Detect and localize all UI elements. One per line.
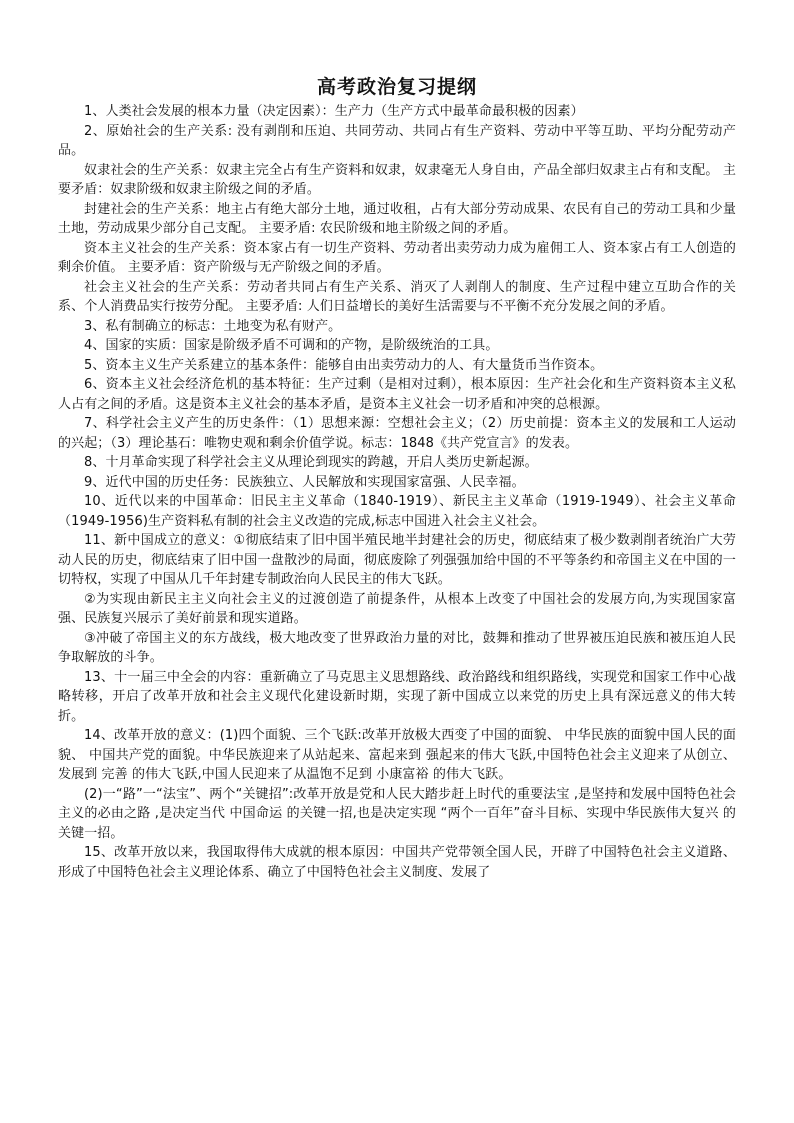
paragraph-11-point-2: ②为实现由新民主主义向社会主义的过渡创造了前提条件，从根本上改变了中国社会的发展方向,为实现国家富强、民族复兴展示了美好前景和现实道路。 <box>58 591 736 626</box>
paragraph-11-point-3: ③冲破了帝国主义的东方战线，极大地改变了世界政治力量的对比，鼓舞和推动了世界被压迫民族和被压迫人民争取解放的斗争。 <box>58 630 736 665</box>
paragraph-feudal-society: 封建社会的生产关系：地主占有绝大部分土地，通过收租，占有大部分劳动成果、农民有自己的劳动工具和少量土地，劳动成果少部分自己支配。 主要矛盾: 农民阶级和地主阶级之间的矛盾。 <box>58 201 736 236</box>
paragraph-7: 7、科学社会主义产生的历史条件：（1）思想来源：空想社会主义；（2）历史前提：资本主义的发展和工人运动的兴起；（3）理论基石：唯物史观和剩余价值学说。标志：1848《共产党宣言》的发表。 <box>58 416 736 451</box>
paragraph-14-point-2: (2)一“路”一“法宝”、两个“关键招”:改革开放是党和人民大踏步赶上时代的重要法宝 ,是坚持和发展中国特色社会主义的必由之路 ,是决定当代 中国命运 的关键一招,也是决定实现 “两个一百年”奋斗目标、实现中华民族伟大复兴 的关键一招。 <box>58 786 736 841</box>
document-title: 高考政治复习提纲 <box>316 76 477 98</box>
paragraph-socialist-society: 社会主义社会的生产关系：劳动者共同占有生产关系、消灭了人剥削人的制度、生产过程中建立互助合作的关系、个人消费品实行按劳分配。 主要矛盾: 人们日益增长的美好生活需要与不平衡不充分发展之间的矛盾。 <box>58 279 736 314</box>
paragraph-11: 11、新中国成立的意义：①彻底结束了旧中国半殖民地半封建社会的历史，彻底结束了极少数剥削者统治广大劳动人民的历史，彻底结束了旧中国一盘散沙的局面，彻底废除了列强强加给中国的不平等条约和帝国主义在中国的一切特权，实现了中国从几千年封建专制政治向人民民主的伟大飞跃。 <box>58 533 736 587</box>
paragraph-10: 10、近代以来的中国革命：旧民主主义革命（1840-1919）、新民主主义革命（1919-1949）、社会主义革命（1949-1956)生产资料私有制的社会主义改造的完成,标志中国进入社会主义社会。 <box>58 494 736 529</box>
paragraph-1: 1、人类社会发展的根本力量（决定因素）：生产力（生产方式中最革命最积极的因素） <box>84 104 584 119</box>
paragraph-6: 6、资本主义社会经济危机的基本特征：生产过剩（是相对过剩），根本原因：生产社会化和生产资料资本主义私人占有之间的矛盾。这是资本主义社会的基本矛盾，是资本主义社会一切矛盾和冲突的总根源。 <box>58 377 736 412</box>
paragraph-2: 2、原始社会的生产关系: 没有剥削和压迫、共同劳动、共同占有生产资料、劳动中平等互助、平均分配劳动产品。 <box>58 123 736 158</box>
paragraph-capitalist-society: 资本主义社会的生产关系：资本家占有一切生产资料、劳动者出卖劳动力成为雇佣工人、资本家占有工人创造的剩余价值。 主要矛盾：资产阶级与无产阶级之间的矛盾。 <box>58 240 736 275</box>
paragraph-9: 9、近代中国的历史任务：民族独立、人民解放和实现国家富强、人民幸福。 <box>84 474 525 490</box>
paragraph-slave-society: 奴隶社会的生产关系：奴隶主完全占有生产资料和奴隶，奴隶毫无人身自由，产品全部归奴隶主占有和支配。 主要矛盾：奴隶阶级和奴隶主阶级之间的矛盾。 <box>58 162 736 197</box>
paragraph-5: 5、资本主义生产关系建立的基本条件：能够自由出卖劳动力的人、有大量货币当作资本。 <box>84 357 604 373</box>
document-body <box>58 102 736 882</box>
paragraph-4: 4、国家的实质：国家是阶级矛盾不可调和的产物，是阶级统治的工具。 <box>84 338 499 353</box>
paragraph-14: 14、改革开放的意义：(1)四个面貌、三个飞跃:改革开放极大西变了中国的面貌、 中华民族的面貌中国人民的面貌、 中国共产党的面貌。中华民族迎来了从站起来、富起来到 强起来的伟大飞跃,中国特色社会主义迎来了从创立、发展到 完善 的伟大飞跃,中国人民迎来了从温饱不足到 小康富裕 的伟大飞跃。 <box>58 728 736 782</box>
paragraph-15: 15、改革开放以来，我国取得伟大成就的根本原因：中国共产党带领全国人民，开辟了中国特色社会主义道路、形成了中国特色社会主义理论体系、确立了中国特色社会主义制度、发展了 <box>58 845 736 880</box>
paragraph-3: 3、私有制确立的标志：土地变为私有财产。 <box>84 318 342 334</box>
paragraph-8: 8、十月革命实现了科学社会主义从理论到现实的跨越，开启人类历史新起源。 <box>84 455 538 470</box>
paragraph-13: 13、十一届三中全会的内容：重新确立了马克思主义思想路线、政治路线和组织路线，实现党和国家工作中心战略转移，开启了改革开放和社会主义现代化建设新时期，实现了新中国成立以来党的历史上具有深远意义的伟大转折。 <box>58 669 736 724</box>
